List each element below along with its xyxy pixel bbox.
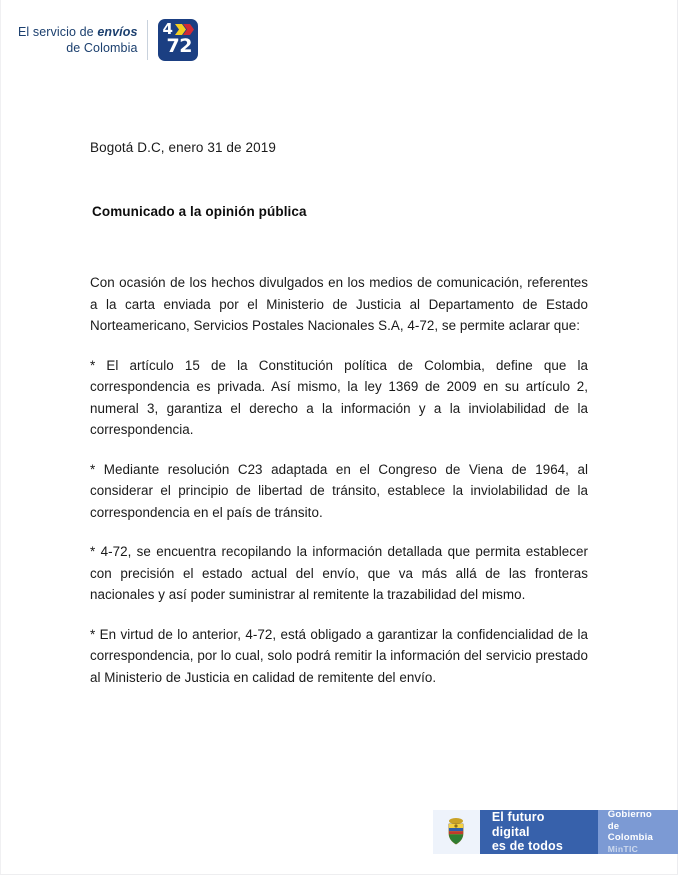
footer-gov-mintic: MinTIC xyxy=(607,843,639,854)
footer-slogan-line2: es de todos xyxy=(491,839,563,854)
paragraph-bullet-1: * El artículo 15 de la Constitución política de Colombia, define que la correspondencia es privada. Así mismo, la ley 1369 de 2009 en su artículo 2, numeral 3, garantiza el derecho a la información y a la inviolabilidad de la correspondencia. xyxy=(90,357,588,437)
letterhead-divider xyxy=(147,20,148,60)
document-date: Bogotá D.C, enero 31 de 2019 xyxy=(90,140,276,155)
page-edge-left xyxy=(0,0,1,875)
document-body xyxy=(90,272,588,688)
letterhead xyxy=(18,14,198,66)
paragraph-bullet-3: * 4-72, se encuentra recopilando la información detallada que permita establecer con precisión el estado actual del envío, que va más allá de las fronteras nacionales y así poder suministrar al remitente la trazabilidad del mismo. xyxy=(90,544,588,602)
footer-government-label xyxy=(598,810,678,854)
logo-digit-4: 4 xyxy=(162,20,173,38)
paragraph-intro: Con ocasión de los hechos divulgados en los medios de comunicación, referentes a la carta enviada por el Ministerio de Justicia al Departamento de Estado Norteamericano, Servicios Postales Nacionales S.A, 4-72, se permite aclarar que: xyxy=(90,275,588,333)
brand-tagline xyxy=(18,24,147,56)
footer-slogan xyxy=(480,810,598,854)
logo-arrows-icon xyxy=(175,23,195,42)
footer-slogan-line1: El futuro digital xyxy=(491,810,545,839)
paragraph-bullet-4: * En virtud de lo anterior, 4-72, está obligado a garantizar la confidencialidad de la correspondencia, por lo cual, solo podrá remitir la información del servicio prestado al Ministerio de Justicia en calidad de remitente del envío. xyxy=(90,626,588,685)
footer-gov-line1: Gobierno xyxy=(607,809,652,820)
footer-gov-line2: de Colombia xyxy=(607,820,654,843)
brand-tagline-line2: de Colombia xyxy=(66,41,138,55)
document-title: Comunicado a la opinión pública xyxy=(92,204,307,219)
paragraph-bullet-2: * Mediante resolución C23 adaptada en el Congreso de Viena de 1964, al considerar el principio de libertad de tránsito, establece la inviolabilidad de la correspondencia en el país de tránsito. xyxy=(90,461,588,520)
brand-tagline-line1 xyxy=(18,24,138,40)
brand-tagline-prefix: El servicio de xyxy=(18,25,98,39)
government-footer-banner xyxy=(433,810,678,854)
colombia-coat-of-arms-icon xyxy=(433,810,480,854)
logo-digit-72: 72 xyxy=(166,35,192,57)
brand-tagline-emphasis: envíos xyxy=(97,25,138,39)
logo-4-72 xyxy=(158,19,198,61)
